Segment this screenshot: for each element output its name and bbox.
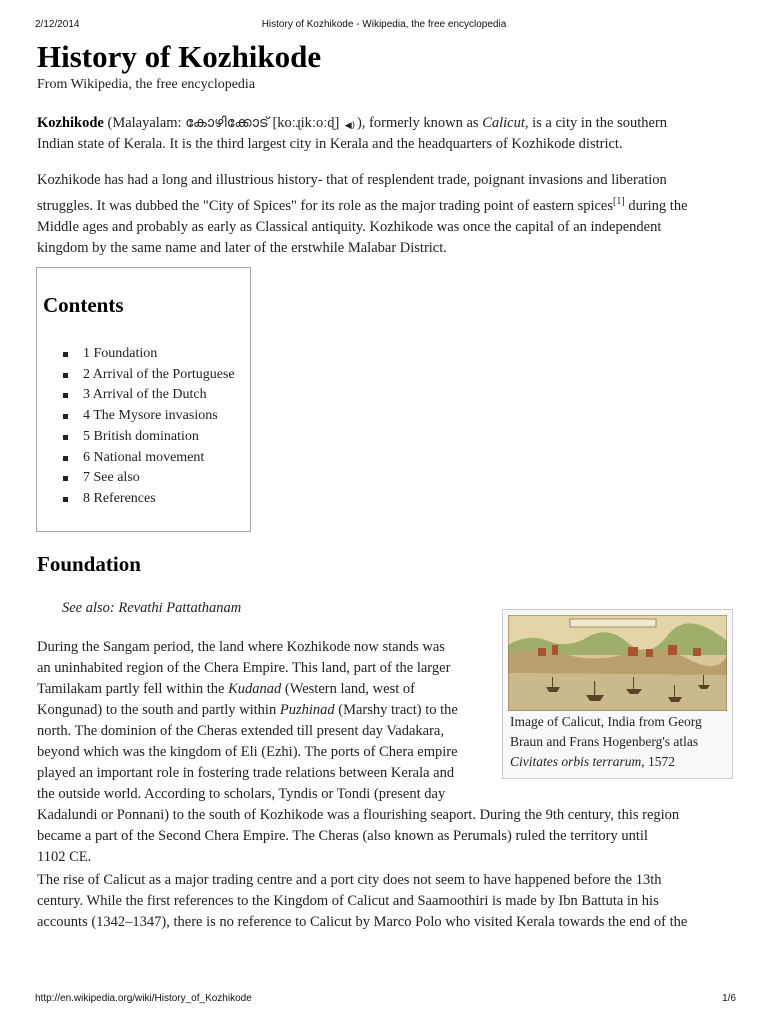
history-paragraph: Kozhikode has had a long and illustrious history- that of resplendent trade, poignant invasions and liberation struggles. It was dubbed the "City of Spices" for its role as the major trading point of eastern spices[1] during the Middle ages and probably as early as Classical antiquity. Kozhikode was once the capital of an independent kingdom by the same name and later of the erstwhile Malabar District. (37, 172, 688, 256)
toc-item-national[interactable]: 6 National movement (63, 448, 235, 469)
ipa-pronunciation[interactable]: [koːɻikːoːɖ] (268, 115, 343, 131)
citation-link[interactable]: [1] (613, 196, 625, 207)
bullet-icon (63, 373, 68, 378)
section-heading-foundation: Foundation (37, 552, 141, 576)
intro-paragraph: Kozhikode (Malayalam: കോഴിക്കോട് [koːɻikːoːɖ] ◀) ), formerly known as Calicut, is a city in the southern Indian state of Kerala. It is the third largest city in Kerala and the headquarters of Kozhikode district. (37, 115, 668, 152)
table-of-contents (36, 267, 251, 532)
foundation-paragraph-2: The rise of Calicut as a major trading centre and a port city does not seem to have happened before the 13th century. While the first references to the Kingdom of Calicut and Saamoothiri is made by Ibn Battuta in his accounts (1342–1347), there is no reference to Calicut by Marco Polo who visited Kerala towards the end of the (37, 872, 688, 930)
former-name: Calicut (482, 115, 525, 131)
bullet-icon (63, 352, 68, 357)
malayalam-script: കോഴിക്കോട് (185, 115, 269, 131)
bullet-icon (63, 435, 68, 440)
print-page-title: History of Kozhikode - Wikipedia, the free encyclopedia (261, 19, 507, 30)
article-subtitle: From Wikipedia, the free encyclopedia (37, 77, 256, 92)
foundation-paragraph-1: During the Sangam period, the land where Kozhikode now stands was an uninhabited region of the Chera Empire. This land, part of the larger Tamilakam partly fell within the Kudanad (Western land, west of Kongunad) to the south and partly within Puzhinad (Marshy tract) to the north. The dominion of the Cheras extended till present day Vadakara, beyond which was the kingdom of Eli (Ezhi). The ports of Chera empire played an important role in fostering trade relations between Kerala and the outside world. According to scholars, Tyndis or Tondi (present day Kadalundi or Ponnani) to the south of Kozhikode was a flourishing seaport. During the 9th century, this region became a part of the Second Chera Empire. The Cheras (also known as Perumals) ruled the territory until 1102 CE. (37, 639, 680, 865)
see-also-note[interactable]: See also: Revathi Pattathanam (62, 600, 242, 616)
print-url: http://en.wikipedia.org/wiki/History_of_Kozhikode (35, 993, 252, 1004)
toc-item-see-also[interactable]: 7 See also (63, 468, 235, 489)
print-page-number: 1/6 (722, 993, 736, 1004)
image-caption: Image of Calicut, India from Georg Braun and Frans Hogenberg's atlas Civitates orbis terrarum, 1572 (510, 714, 702, 769)
toc-heading: Contents (43, 293, 124, 317)
bullet-icon (63, 497, 68, 502)
toc-list (63, 344, 235, 510)
speaker-icon[interactable]: ◀) (344, 121, 356, 131)
article-title: History of Kozhikode (37, 39, 322, 74)
toc-item-references[interactable]: 8 References (63, 489, 235, 510)
toc-item-portuguese[interactable]: 2 Arrival of the Portuguese (63, 365, 235, 386)
article-subject: Kozhikode (37, 115, 104, 131)
bullet-icon (63, 393, 68, 398)
print-date: 2/12/2014 (35, 19, 80, 30)
bullet-icon (63, 476, 68, 481)
toc-item-british[interactable]: 5 British domination (63, 427, 235, 448)
bullet-icon (63, 414, 68, 419)
toc-item-dutch[interactable]: 3 Arrival of the Dutch (63, 385, 235, 406)
toc-item-mysore[interactable]: 4 The Mysore invasions (63, 406, 235, 427)
toc-item-foundation[interactable]: 1 Foundation (63, 344, 235, 365)
bullet-icon (63, 456, 68, 461)
